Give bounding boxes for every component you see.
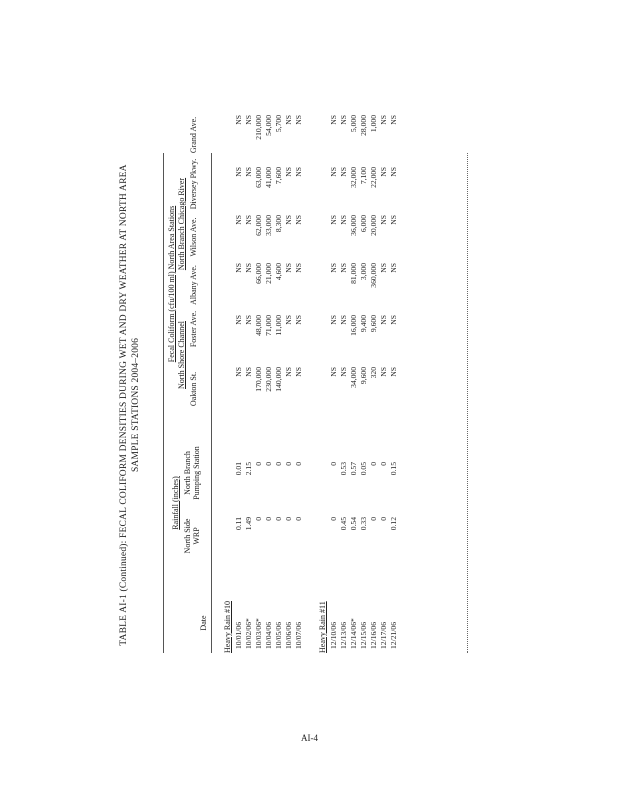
table-cell: 22,000: [369, 167, 378, 188]
table-title: TABLE AI-1 (Continued): FECAL COLIFORM DENSITIES DURING WET AND DRY WEATHER AT NORTH AREA: [119, 164, 129, 646]
table-cell: NS: [389, 315, 398, 325]
header-north-branch-chicago-river: North Branch Chicago River: [177, 177, 186, 271]
table-cell: 0: [294, 517, 303, 521]
table-cell: 0: [329, 462, 338, 466]
table-cell: NS: [379, 315, 388, 325]
header-grand: Grand Ave.: [189, 116, 198, 154]
table-cell: 11,000: [274, 315, 283, 336]
header-oakton: Oakton St.: [189, 371, 198, 407]
table-cell: 9,400: [359, 315, 368, 333]
table-cell: NS: [339, 215, 348, 225]
table-cell: NS: [389, 215, 398, 225]
row-date: 10/03/06*: [254, 618, 263, 649]
table-cell: 0: [369, 517, 378, 521]
row-date: 10/01/06: [234, 621, 243, 649]
table-cell: 6,000: [359, 215, 368, 233]
rotated-table: [115, 95, 485, 715]
row-date: 12/14/06*: [349, 618, 358, 649]
table-cell: 54,000: [264, 115, 273, 136]
table-cell: 34,000: [349, 367, 358, 388]
table-cell: NS: [379, 215, 388, 225]
table-cell: 71,000: [264, 315, 273, 336]
table-cell: NS: [234, 115, 243, 125]
table-cell: NS: [284, 167, 293, 177]
table-cell: 8,300: [274, 215, 283, 233]
table-cell: 7,100: [359, 167, 368, 185]
table-cell: 5,000: [349, 115, 358, 133]
table-cell: 0.12: [389, 517, 398, 531]
header-north-branch-pumping-line1: North Branch: [183, 451, 192, 495]
table-cell: NS: [329, 215, 338, 225]
table-cell: 66,000: [254, 263, 263, 284]
group-label: Heavy Rain #10: [223, 601, 232, 653]
table-cell: NS: [379, 367, 388, 377]
row-date: 12/10/06: [329, 621, 338, 649]
table-cell: NS: [339, 263, 348, 273]
row-date: 10/02/06*: [244, 618, 253, 649]
table-cell: NS: [329, 315, 338, 325]
table-cell: 0: [379, 517, 388, 521]
table-cell: 9,600: [359, 367, 368, 385]
header-foster: Foster Ave.: [189, 310, 198, 348]
table-cell: 0: [264, 462, 273, 466]
table-cell: 0.15: [389, 462, 398, 476]
row-date: 12/21/06: [389, 621, 398, 649]
table-cell: NS: [284, 263, 293, 273]
header-north-side-wrp: [183, 507, 201, 565]
table-cell: NS: [244, 367, 253, 377]
header-diversey: Diversey Pkwy.: [189, 158, 198, 210]
header-north-branch-pumping: [183, 441, 201, 505]
table-cell: NS: [244, 315, 253, 325]
table-cell: NS: [339, 367, 348, 377]
table-cell: 0: [254, 462, 263, 466]
table-cell: 0: [264, 517, 273, 521]
table-cell: 5,700: [274, 115, 283, 133]
header-north-side-wrp-line2: WRP: [192, 527, 201, 545]
table-cell: 230,000: [264, 367, 273, 392]
table-cell: NS: [294, 215, 303, 225]
table-cell: 360,000: [369, 263, 378, 288]
table-cell: 48,000: [254, 315, 263, 336]
table-cell: 320: [369, 367, 378, 379]
row-date: 10/07/06: [294, 621, 303, 649]
table-cell: NS: [379, 167, 388, 177]
header-fecal-coliform: Fecal Coliform (cfu/100 ml) North Area Stations: [167, 205, 176, 363]
table-cell: 0.57: [349, 462, 358, 476]
row-date: 12/17/06: [379, 621, 388, 649]
table-cell: NS: [284, 215, 293, 225]
table-cell: 0: [284, 462, 293, 466]
table-cell: NS: [234, 367, 243, 377]
table-subtitle: SAMPLE STATIONS 2004–2006: [131, 337, 141, 473]
table-cell: 2.15: [244, 462, 253, 476]
table-cell: 210,000: [254, 115, 263, 140]
table-cell: 33,000: [264, 215, 273, 236]
table-cell: NS: [294, 167, 303, 177]
table-cell: 0.01: [234, 462, 243, 476]
table-cell: NS: [294, 367, 303, 377]
table-cell: 62,000: [254, 215, 263, 236]
table-cell: 0: [274, 517, 283, 521]
table-cell: 0: [369, 462, 378, 466]
header-rainfall: Rainfall (inches): [171, 476, 180, 530]
table-cell: 16,000: [349, 315, 358, 336]
table-cell: NS: [294, 115, 303, 125]
header-wilson: Wilson Ave.: [189, 217, 198, 257]
table-cell: 41,000: [264, 167, 273, 188]
table-cell: NS: [234, 167, 243, 177]
table-cell: NS: [234, 315, 243, 325]
top-rule: [163, 153, 164, 653]
table-cell: NS: [234, 263, 243, 273]
table-cell: NS: [379, 115, 388, 125]
table-cell: 0: [274, 462, 283, 466]
table-cell: NS: [389, 115, 398, 125]
table-cell: 0.53: [339, 462, 348, 476]
table-cell: 140,000: [274, 367, 283, 392]
table-cell: 3,000: [359, 263, 368, 281]
table-cell: 0.05: [359, 462, 368, 476]
table-cell: NS: [294, 263, 303, 273]
table-cell: NS: [389, 263, 398, 273]
table-cell: 0: [379, 462, 388, 466]
table-cell: NS: [329, 263, 338, 273]
table-cell: 1,000: [369, 115, 378, 133]
row-date: 12/16/06: [369, 621, 378, 649]
bottom-dotted-rule: [467, 153, 468, 653]
table-cell: 0.11: [234, 517, 243, 531]
header-albany: Albany Ave.: [189, 265, 198, 305]
table-cell: NS: [329, 167, 338, 177]
header-north-side-wrp-line1: North Side: [183, 518, 192, 554]
table-cell: 0.33: [359, 517, 368, 531]
table-cell: 28,000: [359, 115, 368, 136]
table-cell: 63,000: [254, 167, 263, 188]
table-cell: 0.45: [339, 517, 348, 531]
table-cell: NS: [329, 367, 338, 377]
row-date: 10/04/06: [264, 621, 273, 649]
table-cell: 21,000: [264, 263, 273, 284]
table-cell: NS: [329, 115, 338, 125]
table-cell: 20,000: [369, 215, 378, 236]
table-cell: NS: [389, 367, 398, 377]
row-date: 12/13/06: [339, 621, 348, 649]
table-cell: NS: [244, 215, 253, 225]
row-date: 12/15/06: [359, 621, 368, 649]
table-cell: 170,000: [254, 367, 263, 392]
header-bottom-rule: [211, 153, 212, 653]
table-cell: NS: [339, 115, 348, 125]
header-north-branch-pumping-line2: Pumping Station: [192, 446, 201, 500]
table-cell: 0: [329, 517, 338, 521]
table-cell: NS: [244, 263, 253, 273]
table-cell: 7,600: [274, 167, 283, 185]
row-date: 10/05/06: [274, 621, 283, 649]
header-north-shore-channel: North Shore Channel: [177, 321, 186, 389]
table-cell: NS: [284, 367, 293, 377]
table-cell: NS: [389, 167, 398, 177]
header-date: Date: [199, 615, 208, 631]
table-cell: NS: [339, 315, 348, 325]
table-cell: NS: [379, 263, 388, 273]
table-cell: 36,000: [349, 215, 358, 236]
table-cell: 1.49: [244, 517, 253, 531]
table-cell: NS: [339, 167, 348, 177]
table-cell: NS: [294, 315, 303, 325]
page-number: AI-4: [301, 733, 318, 743]
table-cell: 0: [254, 517, 263, 521]
table-cell: 0.54: [349, 517, 358, 531]
table-cell: NS: [244, 167, 253, 177]
group-label: Heavy Rain #11: [318, 601, 327, 653]
table-cell: 81,000: [349, 263, 358, 284]
table-cell: 0: [284, 517, 293, 521]
row-date: 10/06/06: [284, 621, 293, 649]
table-cell: 0: [294, 462, 303, 466]
table-cell: NS: [284, 315, 293, 325]
table-cell: NS: [234, 215, 243, 225]
table-cell: 9,600: [369, 315, 378, 333]
table-cell: 32,000: [349, 167, 358, 188]
table-cell: NS: [244, 115, 253, 125]
table-cell: 4,600: [274, 263, 283, 281]
table-cell: NS: [284, 115, 293, 125]
